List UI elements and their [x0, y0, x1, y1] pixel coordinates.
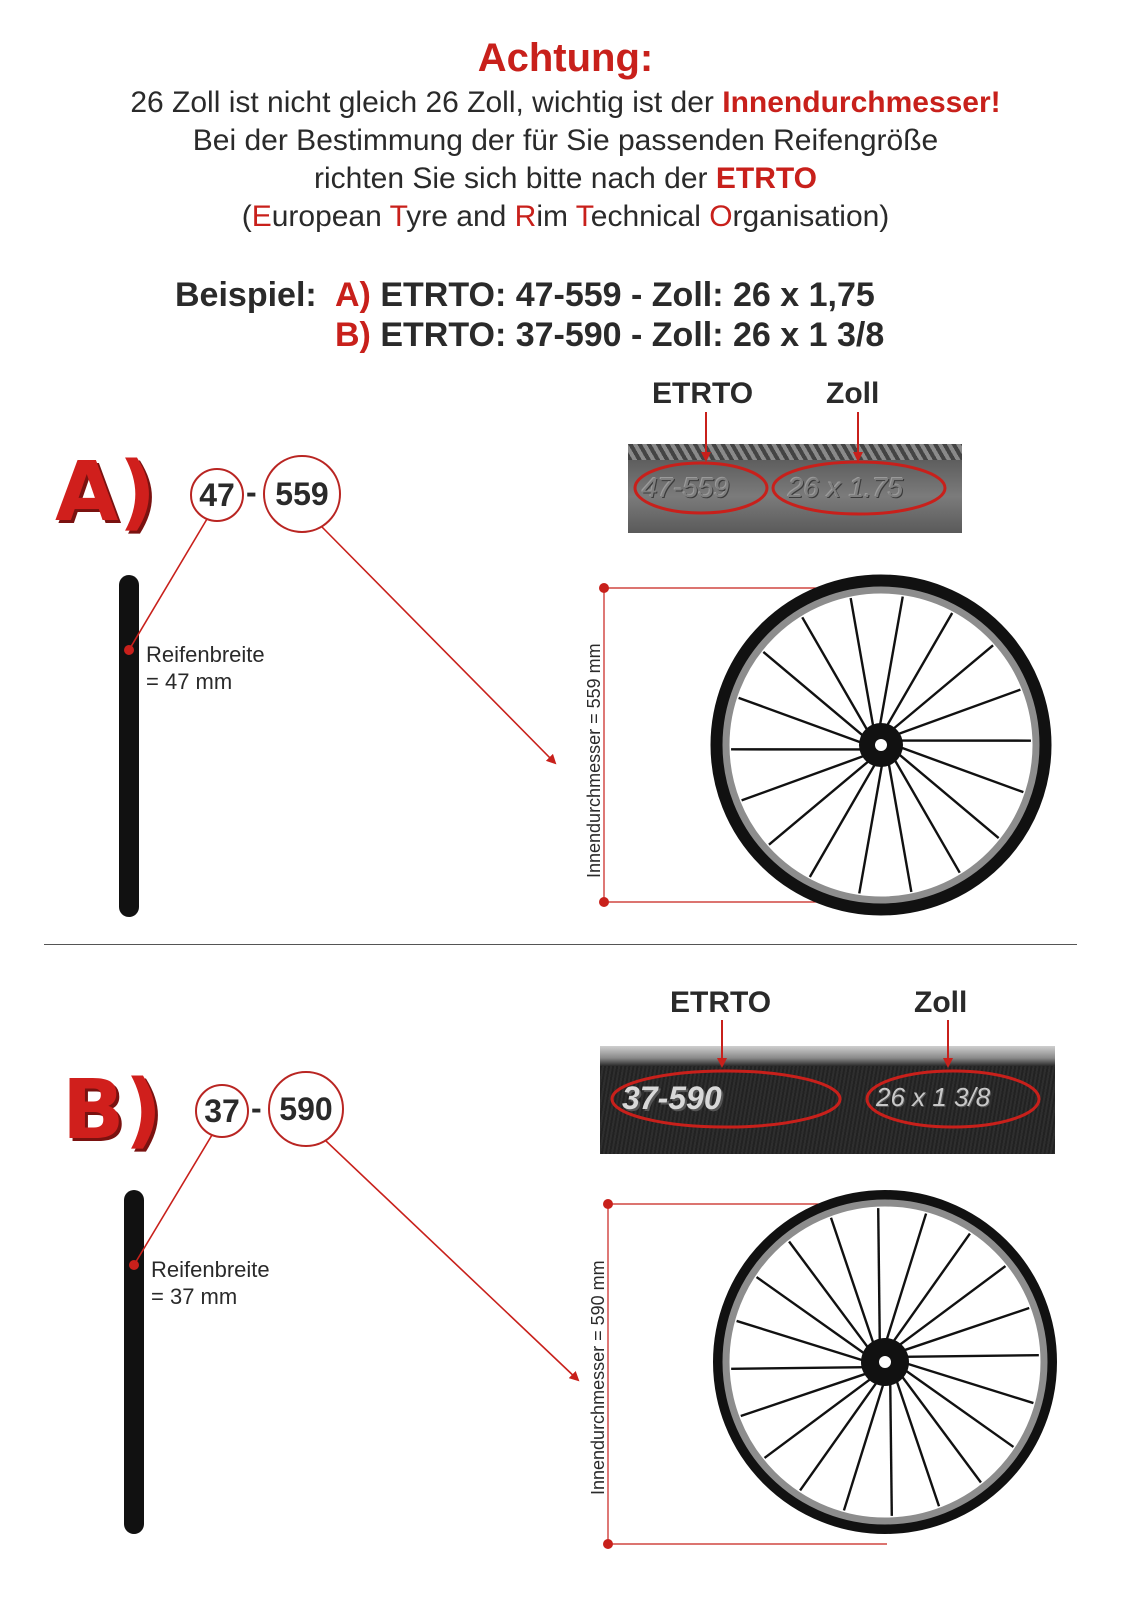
initial-t2: T — [575, 200, 591, 233]
section-a-diameter-label: Innendurchmesser = 559 mm — [584, 643, 604, 878]
innendurchmesser-highlight: Innendurchmesser! — [722, 86, 1001, 119]
example-a-text: ETRTO: 47-559 - Zoll: 26 x 1,75 — [370, 276, 875, 314]
section-a-width-label-1: Reifenbreite — [146, 642, 265, 667]
section-b-zoll-heading: Zoll — [914, 986, 968, 1019]
intro-line-2: Bei der Bestimmung der für Sie passenden Reifengröße — [192, 124, 939, 157]
section-a-zoll-heading: Zoll — [826, 377, 880, 410]
example-b-marker: B) — [335, 316, 371, 354]
section-b-etrto-heading: ETRTO — [670, 986, 772, 1019]
page-title: Achtung: — [477, 36, 654, 80]
section-b-diameter-arrow — [326, 1141, 578, 1380]
section-a-dash: - — [246, 474, 257, 510]
section-b-dim-dot-bottom — [603, 1539, 613, 1549]
initial-e: E — [251, 200, 272, 233]
section-a-wheel — [717, 581, 1045, 909]
initial-o: O — [709, 200, 733, 233]
word-european: uropean — [271, 200, 390, 233]
section-a-sidewall-zoll: 26 x 1.75 — [788, 472, 904, 503]
section-b-diameter-label: Innendurchmesser = 590 mm — [588, 1260, 608, 1495]
spoke — [731, 1367, 866, 1369]
spoke — [802, 617, 868, 732]
section-b-letter: B) — [62, 1063, 162, 1158]
word-technical: echnical — [590, 200, 710, 233]
word-rim: im — [536, 200, 576, 233]
section-a-sidewall-etrto: 47-559 — [642, 472, 730, 503]
section-a-letter: A) — [55, 445, 156, 540]
section-b-sidewall-etrto: 37-590 — [622, 1080, 722, 1116]
section-b-zoll-ellipse — [867, 1071, 1039, 1127]
example-a-marker: A) — [335, 276, 371, 314]
intro-line-3-text: richten Sie sich bitte nach der — [313, 162, 716, 195]
intro-line-1-text: 26 Zoll ist nicht gleich 26 Zoll, wichtig ist der — [130, 86, 723, 119]
initial-t: T — [389, 200, 407, 233]
section-a-axle — [875, 739, 887, 751]
section-a-width-code: 47 — [199, 476, 235, 513]
initial-r: R — [514, 200, 537, 233]
paren-open: ( — [241, 200, 252, 233]
section-a-width-label-2: = 47 mm — [146, 669, 233, 694]
section-b-width-label-2: = 37 mm — [151, 1284, 238, 1309]
word-organisation: rganisation) — [732, 200, 890, 233]
spoke — [878, 1208, 880, 1343]
example-b-text: ETRTO: 37-590 - Zoll: 26 x 1 3/8 — [370, 316, 885, 354]
section-a-etrto-heading: ETRTO — [652, 377, 754, 410]
word-tyre: yre and — [406, 200, 515, 233]
section-a-zoll-ellipse — [773, 462, 945, 514]
section-b-wheel — [718, 1195, 1052, 1529]
section-b-width-code: 37 — [204, 1092, 240, 1129]
section-a-dim-dot-top — [599, 583, 609, 593]
spoke — [859, 763, 882, 893]
section-b-dim-dot-top — [603, 1199, 613, 1209]
section-a-dim-dot-bottom — [599, 897, 609, 907]
section-b-axle — [879, 1356, 891, 1368]
section-b-sidewall-zoll: 26 x 1 3/8 — [876, 1082, 991, 1112]
section-a-diameter-arrow — [322, 527, 555, 763]
spoke — [894, 758, 960, 873]
section-b-etrto-ellipse — [612, 1071, 840, 1127]
section-b-dash: - — [251, 1090, 262, 1126]
spoke — [904, 1355, 1039, 1357]
spoke — [880, 597, 903, 727]
section-b-width-leader — [134, 1135, 212, 1265]
section-a-diameter-code: 559 — [275, 475, 329, 512]
section-a-etrto-ellipse — [635, 463, 767, 513]
section-b-width-dot — [129, 1260, 139, 1270]
example-label: Beispiel: — [175, 276, 317, 314]
section-b-diameter-code: 590 — [279, 1090, 333, 1127]
spoke — [890, 1381, 892, 1516]
section-a-width-leader — [129, 519, 207, 650]
section-b-width-label-1: Reifenbreite — [151, 1257, 270, 1282]
etrto-highlight: ETRTO — [715, 162, 817, 195]
section-a-width-dot — [124, 645, 134, 655]
